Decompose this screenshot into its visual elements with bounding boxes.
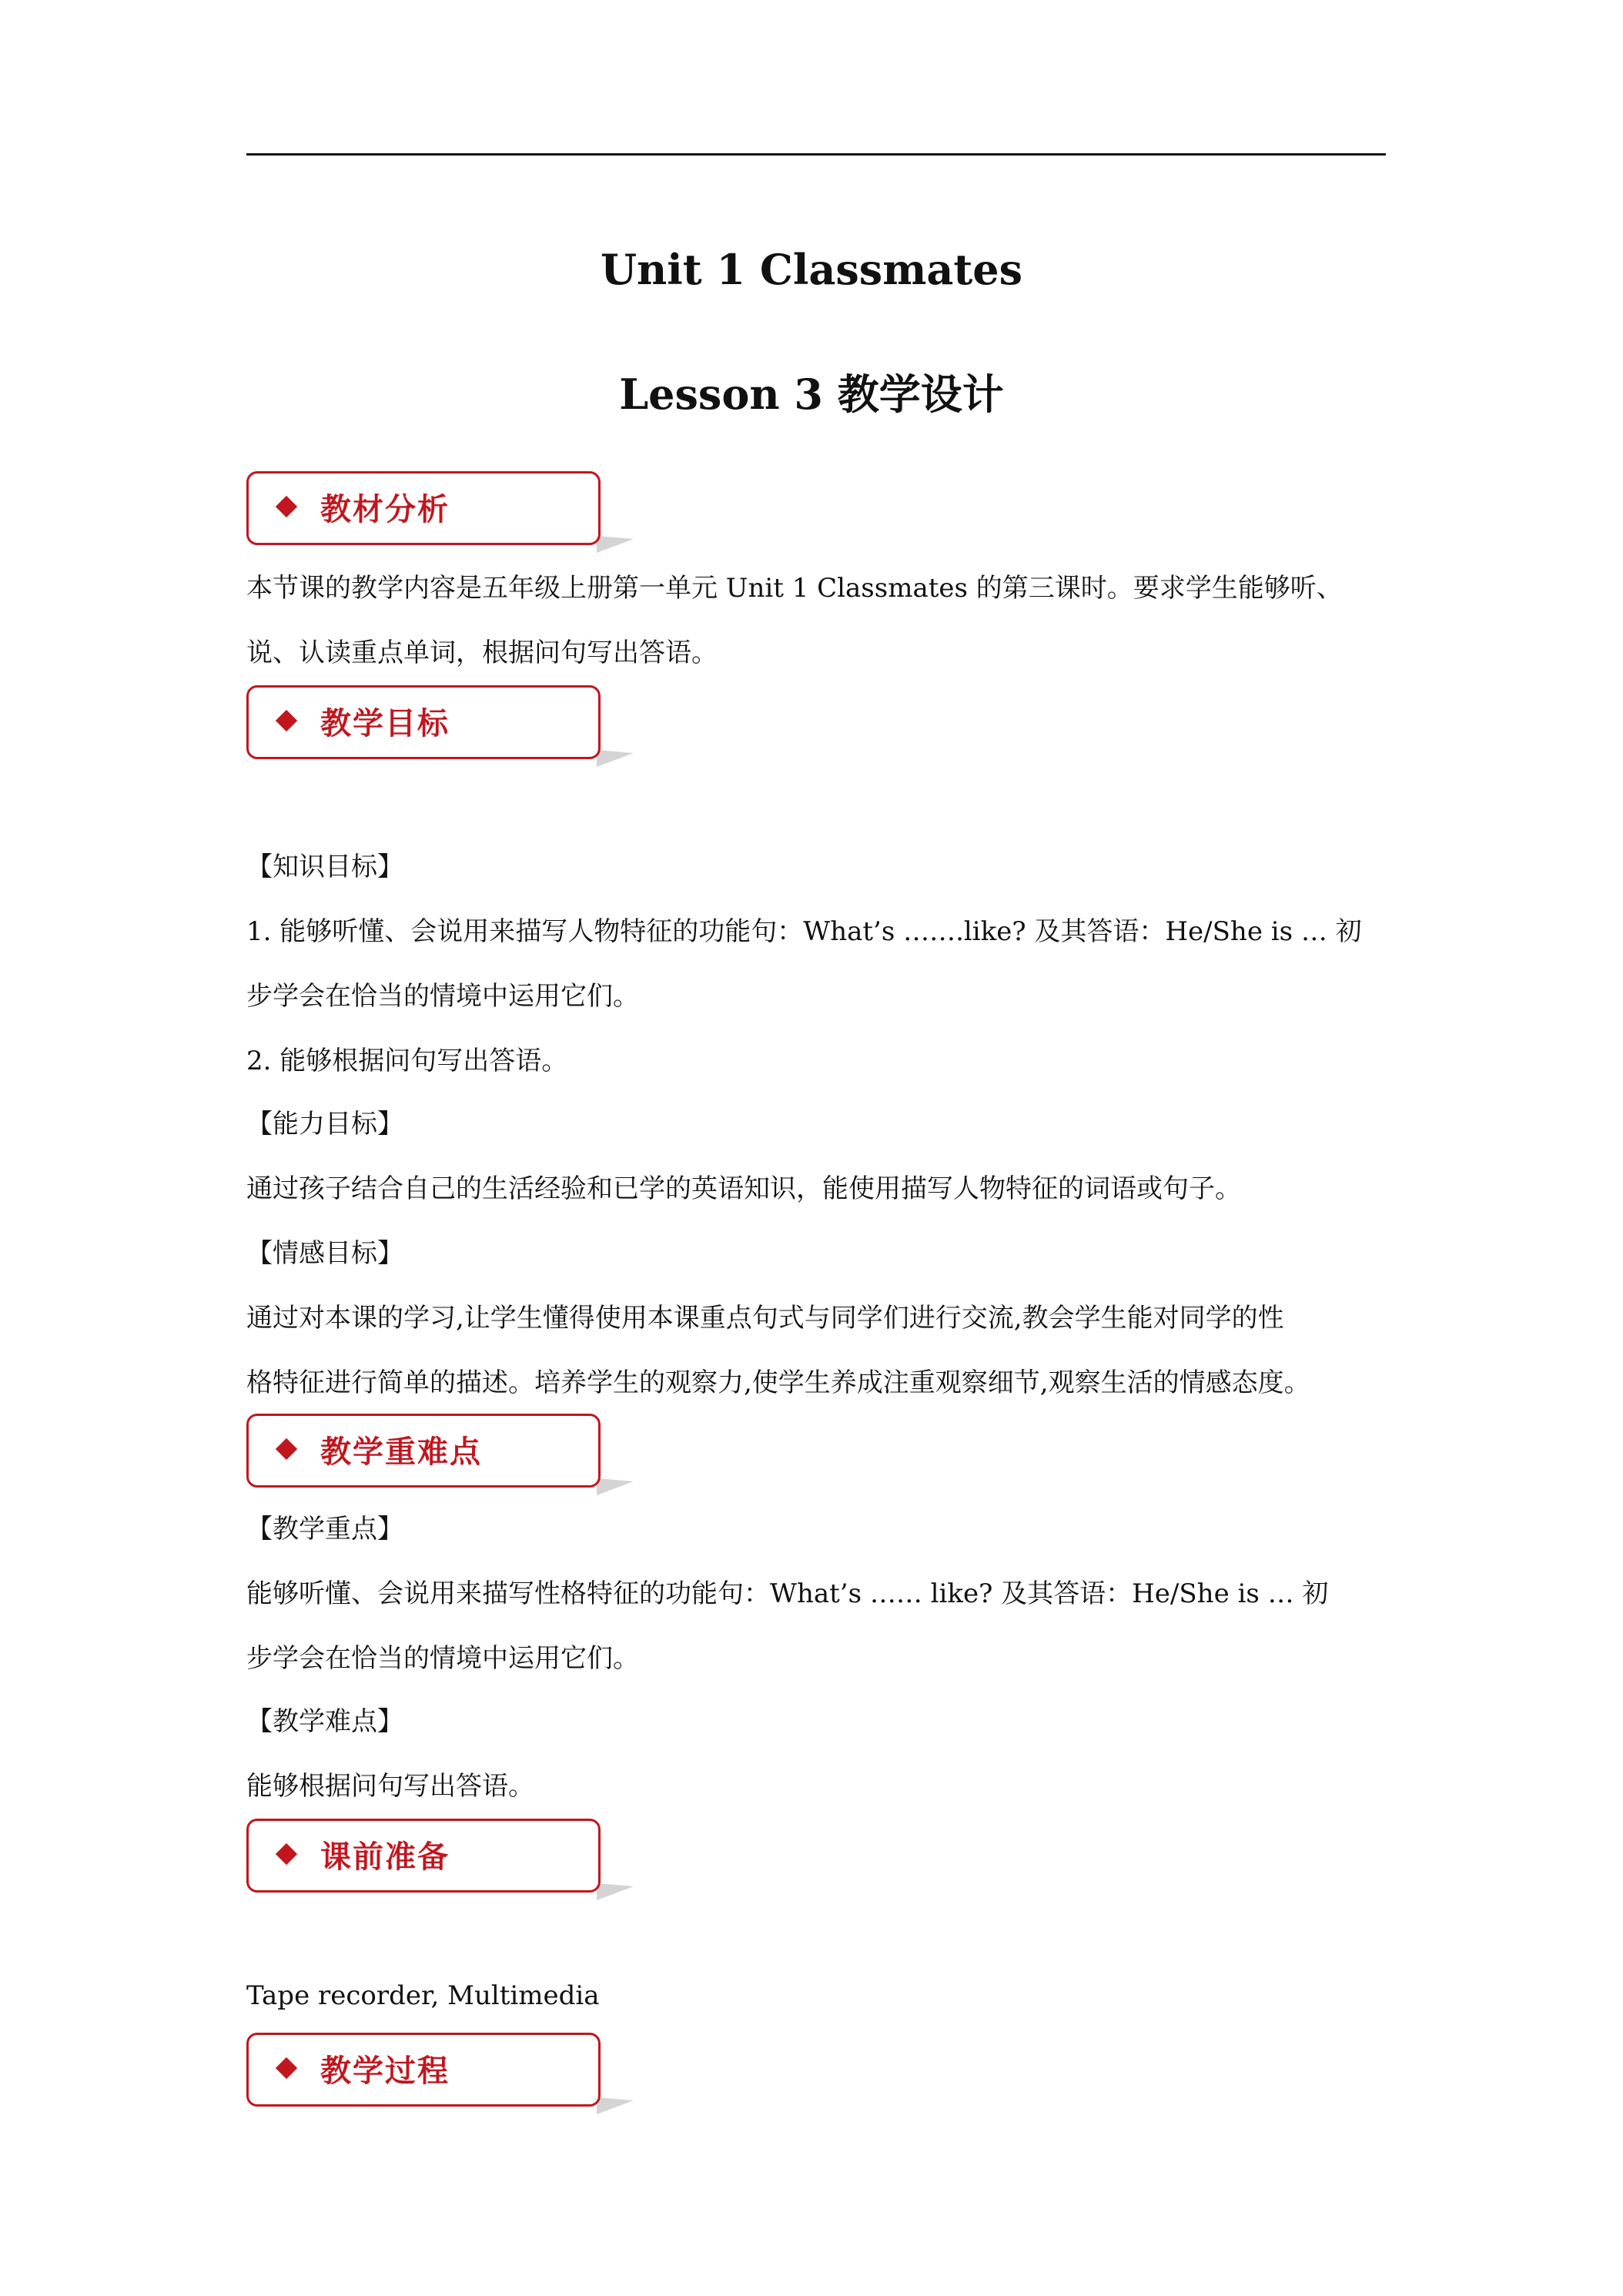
paragraph-line: 步学会在恰当的情境中运用它们。 [246, 1643, 639, 1674]
header-rule [246, 153, 1386, 156]
paragraph-line: 通过对本课的学习,让学生懂得使用本课重点句式与同学们进行交流,教会学生能对同学的性 [246, 1303, 1284, 1334]
section-label: 课前准备 [320, 1839, 450, 1875]
subheading-emotion: 【情感目标】 [246, 1238, 403, 1269]
section-header-preparation [246, 1819, 631, 1903]
paragraph-line: 本节课的教学内容是五年级上册第一单元 Unit 1 Classmates 的第三课时。要求学生能够听、 [246, 573, 1343, 604]
section-header-keypoints [246, 1414, 631, 1498]
paragraph-line: 能够根据问句写出答语。 [246, 1771, 534, 1802]
subheading-knowledge: 【知识目标】 [246, 852, 403, 882]
document-title: Unit 1 Classmates [600, 245, 1023, 294]
section-label: 教学重难点 [320, 1434, 482, 1470]
paragraph-line: 2. 能够根据问句写出答语。 [246, 1046, 568, 1076]
subheading-difficulty: 【教学难点】 [246, 1706, 403, 1737]
section-shadow-icon [597, 1464, 643, 1495]
section-label: 教材分析 [320, 492, 450, 527]
paragraph-line: 通过孩子结合自己的生活经验和已学的英语知识，能使用描写人物特征的词语或句子。 [246, 1173, 1241, 1204]
subheading-focus: 【教学重点】 [246, 1514, 403, 1545]
paragraph-line: 说、认读重点单词，根据问句写出答语。 [246, 638, 718, 668]
paragraph-line: Tape recorder, Multimedia [246, 1980, 600, 2011]
paragraph-line: 1. 能够听懂、会说用来描写人物特征的功能句：What’s …….like? 及其答语：He/She is … 初 [246, 916, 1362, 947]
subheading-ability: 【能力目标】 [246, 1109, 403, 1140]
section-shadow-icon [597, 736, 643, 767]
section-shadow-icon [597, 2083, 643, 2114]
section-shadow-icon [597, 1869, 643, 1900]
paragraph-line: 步学会在恰当的情境中运用它们。 [246, 981, 639, 1012]
section-header-process [246, 2033, 631, 2117]
section-label: 教学目标 [320, 706, 450, 741]
section-shadow-icon [597, 522, 643, 553]
section-label: 教学过程 [320, 2053, 450, 2089]
paragraph-line: 格特征进行简单的描述。培养学生的观察力,使学生养成注重观察细节,观察生活的情感态度。 [246, 1367, 1310, 1398]
section-header-objectives [246, 685, 631, 770]
document-subtitle: Lesson 3 教学设计 [619, 370, 1004, 419]
section-header-analysis [246, 471, 631, 556]
paragraph-line: 能够听懂、会说用来描写性格特征的功能句：What’s …… like? 及其答语：He/She is … 初 [246, 1578, 1329, 1609]
